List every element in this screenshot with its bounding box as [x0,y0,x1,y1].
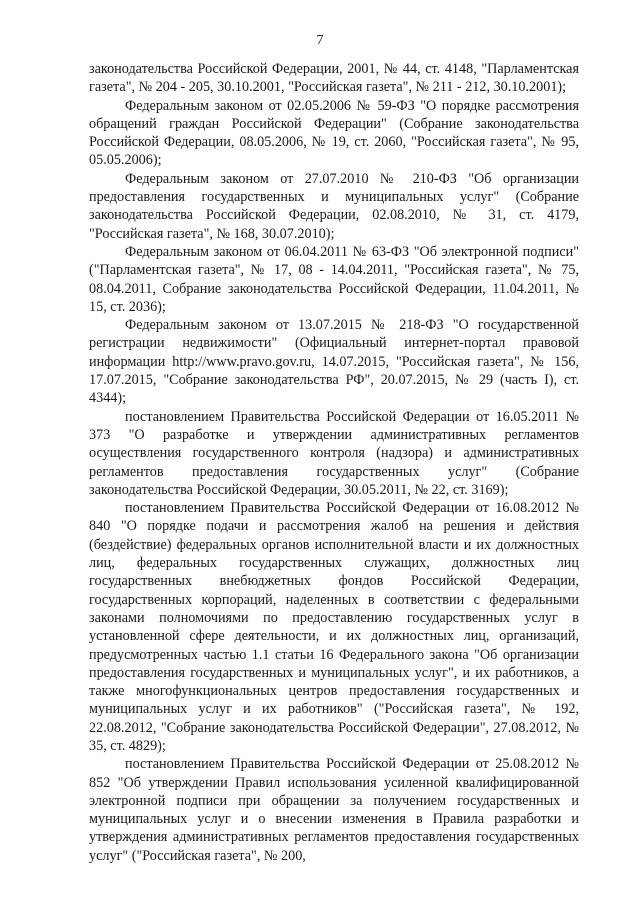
page-number: 7 [316,33,324,48]
paragraph-resolution-852: постановлением Правительства Российской Федерации от 25.08.2012 № 852 "Об утверждении Правил использования усиленной квалифицированной электронной подписи при обращении за получением государственных и муниципальных услуг и о внесении изменения в Правила разработки и утверждения административных регламентов предоставления государственных услуг" ("Российская газета", № 200, [89,756,579,864]
paragraph-resolution-840: постановлением Правительства Российской Федерации от 16.08.2012 № 840 "О порядке подачи и рассмотрения жалоб на решения и действия (бездействие) федеральных органов исполнительной власти и их должностных лиц, федеральных государственных служащих, должностных лиц государственных внебюджетных фондов Российской Федерации, государственных корпораций, наделенных в соответствии с федеральными законами полномочиями по предоставлению государственных услуг в установленной сфере деятельности, и их должностных лиц, организаций, предусмотренных частью 1.1 статьи 16 Федерального закона "Об организации предоставления государственных и муниципальных услуг", и их работников, а также многофункциональных центров предоставления государственных и муниципальных услуг и их работников" ("Российская газета", № 192, 22.08.2012, "Собрание законодательства Российской Федерации", 27.08.2012, № 35, ст. 4829); [89,500,579,754]
paragraph-resolution-373: постановлением Правительства Российской Федерации от 16.05.2011 № 373 "О разработке и утверждении административных регламентов осуществления государственного контроля (надзора) и административных регламентов предоставления государственных услуг" (Собрание законодательства Российской Федерации, 30.05.2011, № 22, ст. 3169); [89,408,579,498]
paragraph-law-210-fz: Федеральным законом от 27.07.2010 № 210-ФЗ "Об организации предоставления государственных и муниципальных услуг" (Собрание законодательства Российской Федерации, 02.08.2010, № 31, ст. 4179, "Российская газета", № 168, 30.07.2010); [89,170,579,242]
paragraph-law-63-fz: Федеральным законом от 06.04.2011 № 63-ФЗ "Об электронной подписи" ("Парламентская газета", № 17, 08 - 14.04.2011, "Российская газета", № 75, 08.04.2011, Собрание законодательства Российской Федерации, 11.04.2011, № 15, ст. 2036); [89,243,579,315]
paragraph-law-218-fz: Федеральным законом от 13.07.2015 № 218-ФЗ "О государственной регистрации недвижимости" (Официальный интернет-портал правовой информации http://www.pravo.gov.ru, 14.07.2015, "Российская газета", № 156, 17.07.2015, "Собрание законодательства РФ", 20.07.2015, № 29 (часть I), ст. 4344); [89,317,579,407]
paragraph-law-continuation: законодательства Российской Федерации, 2001, № 44, ст. 4148, "Парламентская газета", № 204 - 205, 30.10.2001, "Российская газета", № 211 - 212, 30.10.2001); [89,61,579,96]
paragraph-law-59-fz: Федеральным законом от 02.05.2006 № 59-ФЗ "О порядке рассмотрения обращений граждан Российской Федерации" (Собрание законодательства Российской Федерации, 08.05.2006, № 19, ст. 2060, "Российская газета", № 95, 05.05.2006); [89,97,579,169]
document-body [89,60,579,865]
